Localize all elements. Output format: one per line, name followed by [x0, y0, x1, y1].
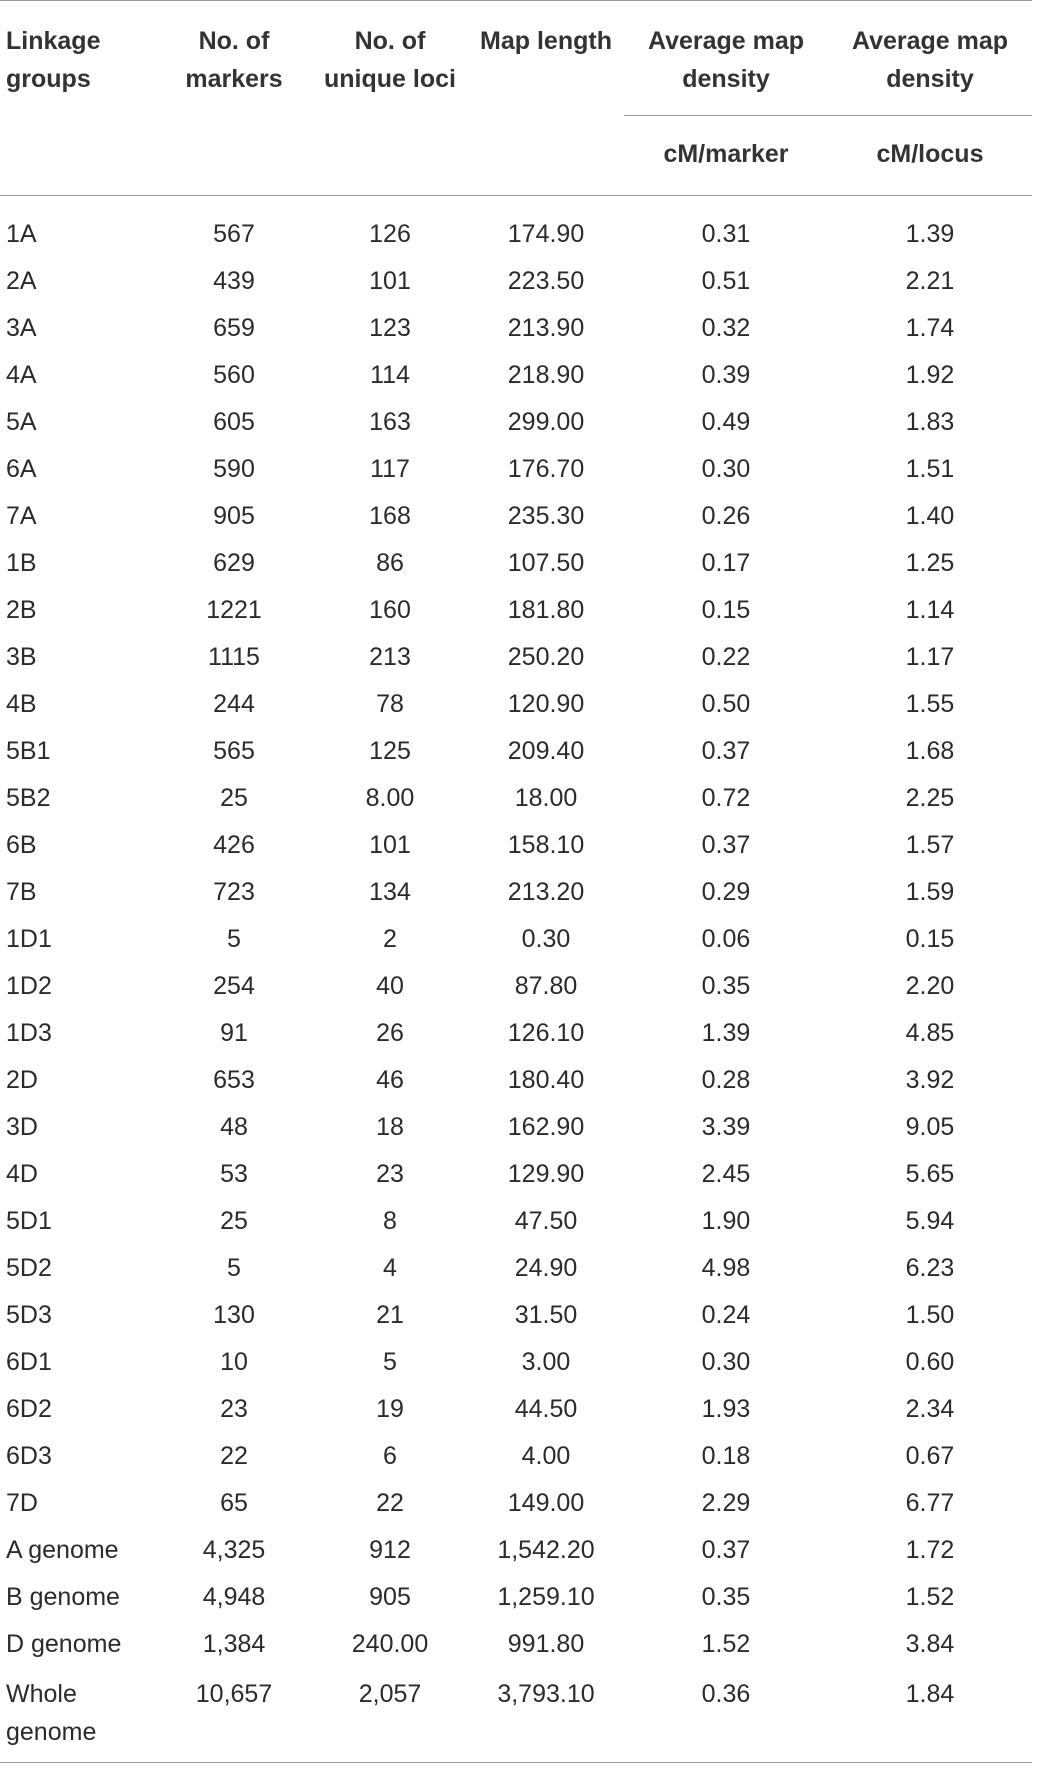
markers-cell: 4,325	[202, 1535, 266, 1564]
linkage-group-cell: 4B	[6, 689, 37, 718]
markers-cell: 560	[213, 360, 255, 389]
cm-per-locus-cell: 1.39	[905, 219, 955, 248]
cm-per-marker-cell: 0.24	[701, 1300, 751, 1329]
map-length-cell: 209.40	[507, 736, 585, 765]
unique-loci-cell: 101	[369, 266, 411, 295]
linkage-group-cell: Whole genome	[6, 1680, 97, 1746]
map-length-cell: 1,542.20	[497, 1535, 595, 1564]
table-row	[0, 1103, 1032, 1150]
cm-per-locus-cell: 1.57	[905, 830, 955, 859]
cm-per-marker-cell: 0.18	[701, 1441, 751, 1470]
unique-loci-cell: 22	[376, 1488, 404, 1517]
markers-cell: 53	[220, 1159, 248, 1188]
markers-cell: 4,948	[202, 1582, 266, 1611]
cm-per-marker-cell: 0.50	[701, 689, 751, 718]
map-length-cell: 235.30	[507, 501, 585, 530]
header-row-1	[0, 1, 1032, 116]
table-row	[0, 445, 1032, 492]
map-length-cell: 3.00	[521, 1347, 571, 1376]
unique-loci-cell: 912	[369, 1535, 411, 1564]
linkage-group-cell: 7A	[6, 501, 37, 530]
cm-per-locus-cell: 1.84	[905, 1680, 955, 1708]
cm-per-locus-cell: 1.83	[905, 407, 955, 436]
markers-cell: 5	[227, 924, 241, 953]
markers-cell: 65	[220, 1488, 248, 1517]
map-length-cell: 218.90	[507, 360, 585, 389]
map-length-cell: 120.90	[507, 689, 585, 718]
markers-cell: 5	[227, 1253, 241, 1282]
markers-cell: 659	[213, 313, 255, 342]
table-row	[0, 257, 1032, 304]
cm-per-marker-cell: 0.36	[701, 1680, 751, 1708]
cm-per-marker-cell: 2.29	[701, 1488, 751, 1517]
unique-loci-cell: 117	[370, 454, 410, 483]
map-length-cell: 4.00	[521, 1441, 571, 1470]
cm-per-locus-cell: 2.20	[905, 971, 955, 1000]
unique-loci-cell: 21	[376, 1300, 404, 1329]
linkage-group-cell: 7B	[6, 877, 37, 906]
linkage-group-cell: 1D1	[6, 924, 52, 953]
table-row	[0, 1620, 1032, 1667]
unique-loci-cell: 126	[369, 219, 411, 248]
table-row	[0, 915, 1032, 962]
markers-cell: 22	[220, 1441, 248, 1470]
cm-per-locus-cell: 5.94	[905, 1206, 955, 1235]
map-length-cell: 162.90	[507, 1112, 585, 1141]
header-linkage-groups: Linkage groups	[6, 27, 101, 93]
map-length-cell: 180.40	[507, 1065, 585, 1094]
map-length-cell: 176.70	[507, 454, 585, 483]
unique-loci-cell: 905	[369, 1582, 411, 1611]
map-length-cell: 0.30	[521, 924, 571, 953]
linkage-group-cell: 6B	[6, 830, 37, 859]
table-row	[0, 1244, 1032, 1291]
cm-per-locus-cell: 4.85	[905, 1018, 955, 1047]
linkage-group-cell: 6A	[6, 454, 37, 483]
linkage-group-cell: 4A	[6, 360, 37, 389]
linkage-group-cell: 6D1	[6, 1347, 52, 1376]
table-row	[0, 1150, 1032, 1197]
map-length-cell: 181.80	[507, 595, 585, 624]
cm-per-locus-cell: 0.60	[905, 1347, 955, 1376]
markers-cell: 25	[220, 783, 248, 812]
cm-per-marker-cell: 0.37	[701, 736, 751, 765]
linkage-group-cell: 6D2	[6, 1394, 52, 1423]
map-length-cell: 3,793.10	[497, 1680, 595, 1708]
markers-cell: 605	[213, 407, 255, 436]
linkage-group-cell: 2D	[6, 1065, 38, 1094]
markers-cell: 25	[220, 1206, 248, 1235]
linkage-group-cell: 3A	[6, 313, 37, 342]
header-map-length: Map length	[480, 27, 612, 55]
linkage-group-cell: 1B	[6, 548, 37, 577]
table-row	[0, 1432, 1032, 1479]
markers-cell: 653	[213, 1065, 255, 1094]
map-length-cell: 18.00	[514, 783, 578, 812]
map-length-cell: 299.00	[507, 407, 585, 436]
unique-loci-cell: 163	[369, 407, 411, 436]
header-cm-locus: cM/locus	[876, 140, 984, 168]
table-row	[0, 727, 1032, 774]
cm-per-locus-cell: 1.55	[905, 689, 955, 718]
unique-loci-cell: 23	[376, 1159, 404, 1188]
cm-per-locus-cell: 1.59	[905, 877, 955, 906]
table-row	[0, 962, 1032, 1009]
table-row	[0, 1526, 1032, 1573]
unique-loci-cell: 213	[369, 642, 411, 671]
cm-per-marker-cell: 4.98	[701, 1253, 751, 1282]
cm-per-locus-cell: 1.17	[905, 642, 955, 671]
cm-per-marker-cell: 0.06	[701, 924, 751, 953]
table-row	[0, 1385, 1032, 1432]
table-row	[0, 398, 1032, 445]
map-length-cell: 44.50	[514, 1394, 578, 1423]
cm-per-marker-cell: 2.45	[701, 1159, 751, 1188]
map-length-cell: 174.90	[507, 219, 585, 248]
markers-cell: 10	[220, 1347, 248, 1376]
markers-cell: 629	[213, 548, 255, 577]
cm-per-marker-cell: 0.37	[701, 830, 751, 859]
unique-loci-cell: 18	[376, 1112, 404, 1141]
bottom-rule	[0, 1762, 1032, 1763]
cm-per-locus-cell: 3.84	[905, 1629, 955, 1658]
cm-per-locus-cell: 1.40	[905, 501, 955, 530]
header-cm-marker: cM/marker	[663, 140, 789, 168]
unique-loci-cell: 2	[383, 924, 397, 953]
unique-loci-cell: 86	[376, 548, 404, 577]
table-body	[0, 196, 1032, 1759]
map-length-cell: 24.90	[514, 1253, 578, 1282]
header-avg-density-locus: Average map density	[828, 1, 1032, 116]
cm-per-locus-cell: 2.25	[905, 783, 955, 812]
map-length-cell: 158.10	[507, 830, 585, 859]
table-row	[0, 539, 1032, 586]
linkage-group-cell: 5A	[6, 407, 37, 436]
header-no-markers: No. of markers	[185, 27, 283, 93]
markers-cell: 590	[213, 454, 255, 483]
unique-loci-cell: 114	[370, 360, 410, 389]
table-row	[0, 1197, 1032, 1244]
unique-loci-cell: 5	[383, 1347, 397, 1376]
linkage-group-cell: B genome	[6, 1582, 120, 1611]
unique-loci-cell: 240.00	[351, 1629, 429, 1658]
map-length-cell: 107.50	[507, 548, 585, 577]
cm-per-marker-cell: 0.28	[701, 1065, 751, 1094]
linkage-group-cell: 4D	[6, 1159, 38, 1188]
markers-cell: 254	[213, 971, 255, 1000]
cm-per-marker-cell: 1.93	[701, 1394, 751, 1423]
table-header	[0, 1, 1032, 196]
table-row	[0, 680, 1032, 727]
table-row	[0, 1009, 1032, 1056]
unique-loci-cell: 168	[369, 501, 411, 530]
linkage-group-cell: 1D2	[6, 971, 52, 1000]
unique-loci-cell: 19	[376, 1394, 404, 1423]
markers-cell: 244	[213, 689, 255, 718]
linkage-group-cell: D genome	[6, 1629, 122, 1658]
table-row	[0, 304, 1032, 351]
linkage-group-cell: 5B1	[6, 736, 51, 765]
cm-per-locus-cell: 5.65	[905, 1159, 955, 1188]
cm-per-locus-cell: 1.50	[905, 1300, 955, 1329]
table-row	[0, 492, 1032, 539]
unique-loci-cell: 2,057	[358, 1680, 422, 1708]
cm-per-locus-cell: 6.77	[905, 1488, 955, 1517]
header-avg-density-marker: Average map density	[624, 1, 828, 116]
cm-per-marker-cell: 0.32	[701, 313, 751, 342]
unique-loci-cell: 46	[376, 1065, 404, 1094]
map-length-cell: 213.90	[507, 313, 585, 342]
cm-per-marker-cell: 0.49	[701, 407, 751, 436]
map-length-cell: 129.90	[507, 1159, 585, 1188]
linkage-group-cell: 5D2	[6, 1253, 52, 1282]
linkage-group-cell: 5B2	[6, 783, 51, 812]
unique-loci-cell: 125	[369, 736, 411, 765]
linkage-group-cell: 3B	[6, 642, 37, 671]
unique-loci-cell: 123	[369, 313, 411, 342]
markers-cell: 91	[220, 1018, 248, 1047]
cm-per-marker-cell: 0.15	[701, 595, 751, 624]
markers-cell: 565	[213, 736, 255, 765]
markers-cell: 1115	[208, 642, 260, 671]
linkage-group-cell: 2B	[6, 595, 37, 624]
cm-per-marker-cell: 0.29	[701, 877, 751, 906]
markers-cell: 10,657	[195, 1680, 273, 1708]
cm-per-marker-cell: 0.31	[701, 219, 751, 248]
header-no-unique-loci: No. of unique loci	[324, 27, 456, 93]
cm-per-locus-cell: 1.74	[905, 313, 955, 342]
table-row	[0, 1291, 1032, 1338]
table-row	[0, 633, 1032, 680]
markers-cell: 130	[213, 1300, 255, 1329]
unique-loci-cell: 6	[383, 1441, 397, 1470]
map-length-cell: 149.00	[507, 1488, 585, 1517]
linkage-group-cell: 7D	[6, 1488, 38, 1517]
table-row	[0, 1667, 1032, 1758]
table-row	[0, 586, 1032, 633]
map-length-cell: 87.80	[514, 971, 578, 1000]
cm-per-marker-cell: 0.72	[701, 783, 751, 812]
cm-per-marker-cell: 0.35	[701, 1582, 751, 1611]
cm-per-locus-cell: 0.15	[905, 924, 955, 953]
unique-loci-cell: 134	[369, 877, 411, 906]
markers-cell: 567	[213, 219, 255, 248]
table-row	[0, 1479, 1032, 1526]
cm-per-marker-cell: 0.35	[701, 971, 751, 1000]
cm-per-marker-cell: 0.30	[701, 1347, 751, 1376]
map-length-cell: 31.50	[514, 1300, 578, 1329]
cm-per-locus-cell: 1.92	[905, 360, 955, 389]
table-row	[0, 868, 1032, 915]
cm-per-locus-cell: 3.92	[905, 1065, 955, 1094]
table-row	[0, 351, 1032, 398]
map-length-cell: 126.10	[507, 1018, 585, 1047]
unique-loci-cell: 160	[369, 595, 411, 624]
linkage-group-cell: 5D3	[6, 1300, 52, 1329]
cm-per-locus-cell: 0.67	[905, 1441, 955, 1470]
cm-per-marker-cell: 0.37	[701, 1535, 751, 1564]
cm-per-marker-cell: 0.17	[701, 548, 751, 577]
cm-per-marker-cell: 0.30	[701, 454, 751, 483]
cm-per-marker-cell: 1.39	[701, 1018, 751, 1047]
cm-per-marker-cell: 1.90	[701, 1206, 751, 1235]
table-row	[0, 774, 1032, 821]
cm-per-locus-cell: 2.34	[905, 1394, 955, 1423]
markers-cell: 1221	[206, 595, 262, 624]
table-row	[0, 1056, 1032, 1103]
cm-per-locus-cell: 6.23	[905, 1253, 955, 1282]
table-row	[0, 821, 1032, 868]
cm-per-marker-cell: 0.39	[701, 360, 751, 389]
unique-loci-cell: 8.00	[365, 783, 415, 812]
table-row	[0, 196, 1032, 258]
map-length-cell: 213.20	[507, 877, 585, 906]
linkage-group-cell: 5D1	[6, 1206, 52, 1235]
markers-cell: 1,384	[202, 1629, 266, 1658]
map-length-cell: 223.50	[507, 266, 585, 295]
markers-cell: 426	[213, 830, 255, 859]
linkage-group-cell: 1D3	[6, 1018, 52, 1047]
cm-per-locus-cell: 1.72	[905, 1535, 955, 1564]
table-row	[0, 1338, 1032, 1385]
markers-cell: 23	[220, 1394, 248, 1423]
linkage-group-cell: 1A	[6, 219, 37, 248]
cm-per-locus-cell: 1.25	[905, 548, 955, 577]
unique-loci-cell: 4	[383, 1253, 397, 1282]
linkage-group-cell: A genome	[6, 1535, 119, 1564]
map-length-cell: 250.20	[507, 642, 585, 671]
map-length-cell: 47.50	[514, 1206, 578, 1235]
table-row	[0, 1573, 1032, 1620]
unique-loci-cell: 78	[376, 689, 404, 718]
unique-loci-cell: 26	[376, 1018, 404, 1047]
cm-per-marker-cell: 1.52	[701, 1629, 751, 1658]
linkage-group-cell: 6D3	[6, 1441, 52, 1470]
linkage-group-cell: 3D	[6, 1112, 38, 1141]
markers-cell: 48	[220, 1112, 248, 1141]
cm-per-marker-cell: 0.26	[701, 501, 751, 530]
cm-per-locus-cell: 9.05	[905, 1112, 955, 1141]
cm-per-locus-cell: 1.68	[905, 736, 955, 765]
cm-per-locus-cell: 1.51	[905, 454, 955, 483]
cm-per-locus-cell: 1.14	[905, 595, 955, 624]
cm-per-locus-cell: 1.52	[905, 1582, 955, 1611]
markers-cell: 723	[213, 877, 255, 906]
unique-loci-cell: 8	[383, 1206, 397, 1235]
map-length-cell: 1,259.10	[497, 1582, 595, 1611]
cm-per-locus-cell: 2.21	[905, 266, 955, 295]
linkage-group-cell: 2A	[6, 266, 37, 295]
unique-loci-cell: 101	[369, 830, 411, 859]
cm-per-marker-cell: 3.39	[701, 1112, 751, 1141]
unique-loci-cell: 40	[376, 971, 404, 1000]
map-length-cell: 991.80	[507, 1629, 585, 1658]
markers-cell: 905	[213, 501, 255, 530]
cm-per-marker-cell: 0.22	[701, 642, 751, 671]
markers-cell: 439	[213, 266, 255, 295]
cm-per-marker-cell: 0.51	[701, 266, 751, 295]
